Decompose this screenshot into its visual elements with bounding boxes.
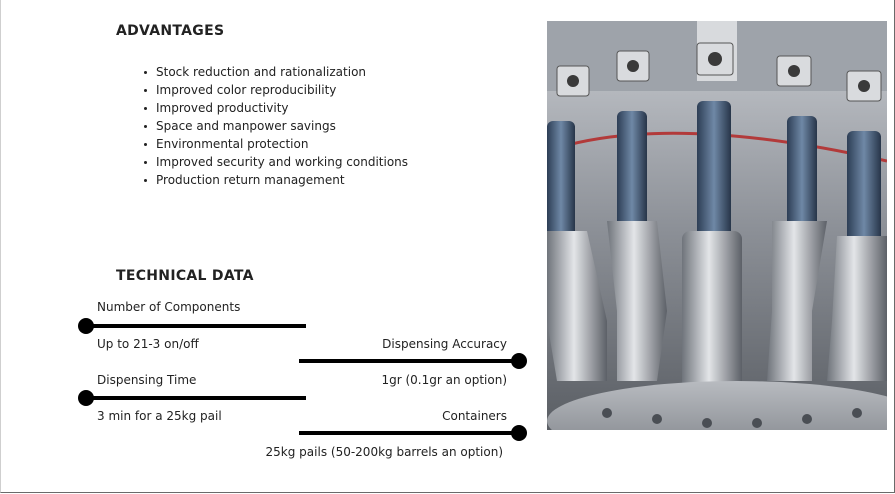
advantages-list: [143, 63, 408, 189]
spec-label-containers: Containers: [442, 409, 507, 423]
list-item: Stock reduction and rationalization: [143, 63, 408, 81]
spec-label-accuracy: Dispensing Accuracy: [382, 337, 507, 351]
list-item: Space and manpower savings: [143, 117, 408, 135]
spec-line: [299, 359, 519, 363]
spec-value-time: 3 min for a 25kg pail: [97, 409, 222, 423]
list-item: Improved security and working conditions: [143, 153, 408, 171]
spec-line: [86, 324, 306, 328]
spec-label-time: Dispensing Time: [97, 373, 197, 387]
spec-value-containers: 25kg pails (50-200kg barrels an option): [265, 445, 503, 459]
list-item: Production return management: [143, 171, 408, 189]
spec-label-components: Number of Components: [97, 300, 241, 314]
list-item: Improved productivity: [143, 99, 408, 117]
spec-line: [299, 431, 519, 435]
technical-data-heading: TECHNICAL DATA: [116, 268, 254, 284]
spec-marker-dot: [511, 353, 527, 369]
dispenser-machine-photo: [547, 21, 887, 430]
spec-value-accuracy: 1gr (0.1gr an option): [381, 373, 507, 387]
spec-marker-dot: [511, 425, 527, 441]
list-item: Improved color reproducibility: [143, 81, 408, 99]
list-item: Environmental protection: [143, 135, 408, 153]
spec-value-components: Up to 21-3 on/off: [97, 337, 199, 351]
spec-line: [86, 396, 306, 400]
advantages-heading: ADVANTAGES: [116, 23, 225, 39]
